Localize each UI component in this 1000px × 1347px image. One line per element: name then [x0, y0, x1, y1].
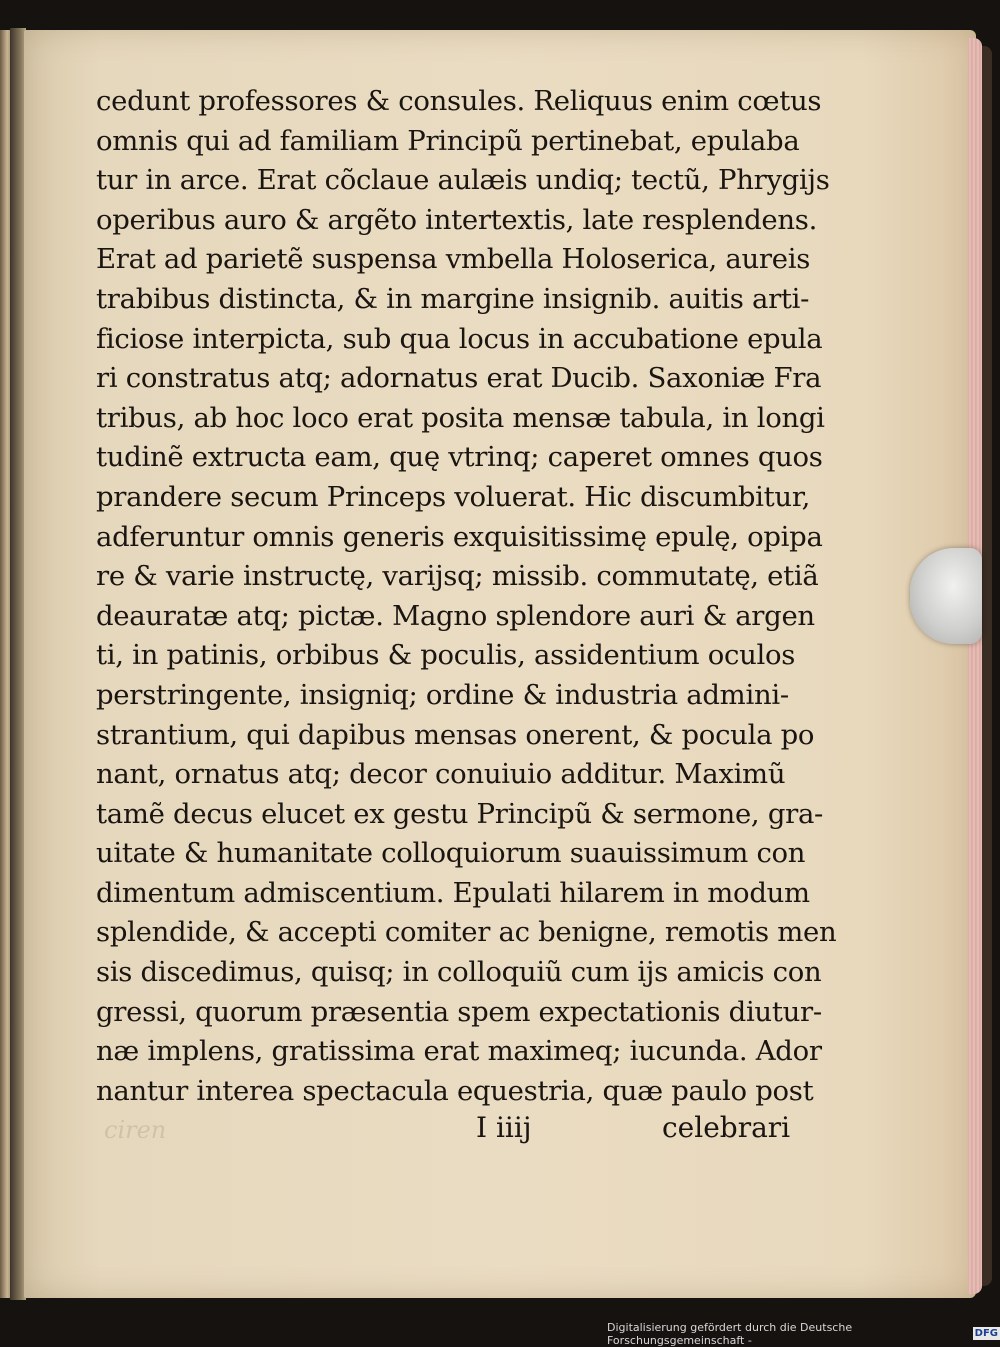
funding-notice: Digitalisierung gefördert durch die Deutsche Forschungsgemeinschaft - [607, 1320, 853, 1347]
text-line: ficiose interpicta, sub qua locus in accubatione epula [96, 322, 823, 355]
text-line: deauratæ atq; pictæ. Magno splendore auri & argen [96, 599, 815, 632]
text-line: operibus auro & argẽto intertextis, late resplendens. [96, 203, 818, 236]
text-block [96, 82, 837, 1111]
text-line: trabibus distincta, & in margine insignib. auitis arti- [96, 282, 810, 315]
page-edge-stack [968, 38, 982, 1294]
text-line: ri constratus atq; adornatus erat Ducib. Saxoniæ Fra [96, 362, 822, 395]
signature-mark: I iiij [476, 1111, 532, 1144]
page-edge-shadow [982, 46, 992, 1286]
text-line: nantur interea spectacula equestria, quæ paulo post [96, 1074, 814, 1107]
page-clip [910, 548, 982, 644]
text-line: cedunt professores & consules. Reliquus enim cœtus [96, 85, 822, 117]
text-line: tudinẽ extructa eam, quę vtrinq; caperet omnes quos [96, 441, 823, 474]
text-line: dimentum admiscentium. Epulati hilarem in modum [96, 876, 810, 909]
text-line: uitate & humanitate colloquiorum suauissimum con [96, 837, 806, 870]
text-line: adferuntur omnis generis exquisitissimę epulę, opipa [96, 520, 823, 553]
text-line: perstringente, insigniq; ordine & industria admini- [96, 678, 789, 711]
show-through-text: ciren [104, 1116, 167, 1144]
text-line: Erat ad parietẽ suspensa vmbella Holoserica, aureis [96, 243, 811, 276]
text-line: omnis qui ad familiam Principũ pertinebat, epulaba [96, 124, 800, 157]
text-line: prandere secum Princeps voluerat. Hic discumbitur, [96, 480, 811, 513]
dfg-logo-icon: DFG [974, 1328, 998, 1339]
digitization-footer [607, 1320, 1000, 1347]
text-line: splendide, & accepti comiter ac benigne, remotis men [96, 916, 837, 949]
text-line: næ implens, gratissima erat maximeq; iucunda. Ador [96, 1035, 822, 1068]
text-line: nant, ornatus atq; decor conuiuio additur. Maximũ [96, 758, 786, 791]
text-line: re & varie instructę, varijsq; missib. commutatę, etiã [96, 560, 819, 593]
catchword: celebrari [662, 1111, 791, 1144]
text-line: tamẽ decus elucet ex gestu Principũ & sermone, gra- [96, 797, 824, 830]
text-line: gressi, quorum præsentia spem expectationis diutur- [96, 995, 822, 1028]
text-line: ti, in patinis, orbibus & poculis, assidentium oculos [96, 639, 796, 672]
text-line: strantium, qui dapibus mensas onerent, & pocula po [96, 718, 815, 751]
text-line: tur in arce. Erat cõclaue aulæis undiq; tectũ, Phrygijs [96, 164, 830, 197]
text-line: sis discedimus, quisq; in colloquiũ cum ijs amicis con [96, 956, 822, 989]
text-line: tribus, ab hoc loco erat posita mensæ tabula, in longi [96, 401, 825, 434]
